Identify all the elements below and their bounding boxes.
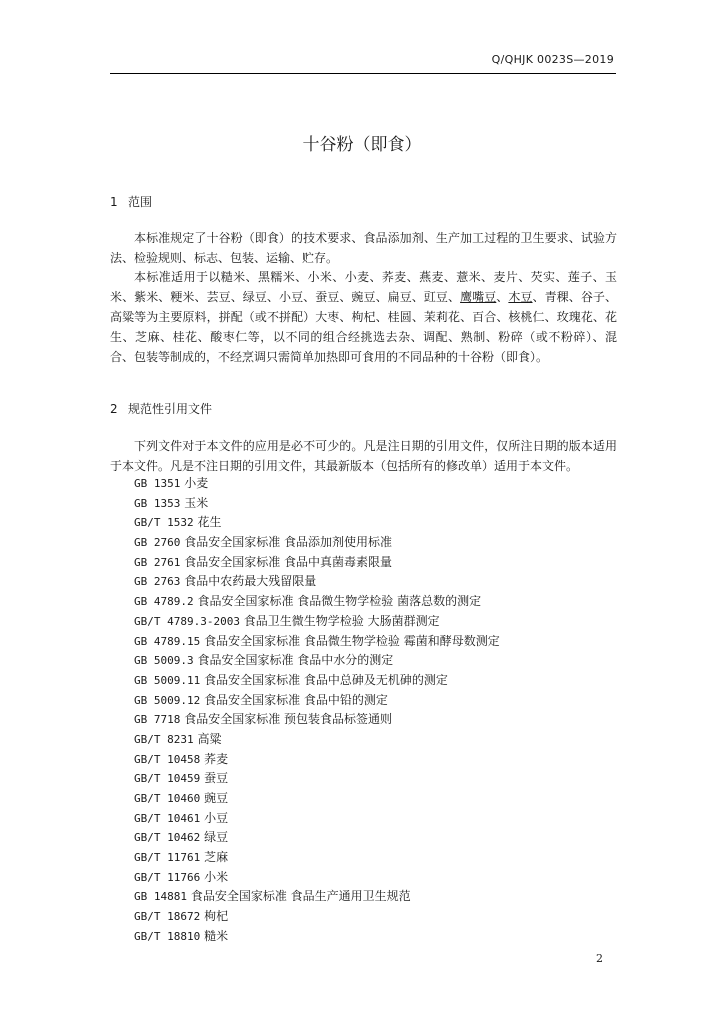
reference-item xyxy=(134,809,500,829)
reference-code: GB 5009.11 xyxy=(134,673,201,687)
reference-code: GB 4789.2 xyxy=(134,595,194,609)
section-1-number: 1 xyxy=(110,195,118,209)
reference-title: 食品安全国家标准 食品微生物学检验 霉菌和酵母数测定 xyxy=(204,633,500,648)
reference-title: 花生 xyxy=(197,515,222,530)
reference-title: 绿豆 xyxy=(204,830,229,845)
reference-item xyxy=(134,710,500,730)
underlined-term-chickpea: 鹰嘴豆 xyxy=(460,290,497,304)
reference-code: GB/T 11761 xyxy=(134,851,201,865)
section-1-title: 范围 xyxy=(128,195,153,209)
reference-item xyxy=(134,789,500,809)
reference-code: GB 1351 xyxy=(134,477,181,490)
reference-item xyxy=(134,907,500,927)
reference-item xyxy=(134,494,500,514)
reference-item xyxy=(134,612,500,632)
section-2-heading xyxy=(110,400,212,417)
reference-item xyxy=(134,868,500,888)
reference-title: 小米 xyxy=(204,869,229,884)
reference-item xyxy=(134,553,500,573)
scope-paragraph-2-part-a: 本标准适用于以糙米、黑糯米、小米、小麦、荞麦、燕麦、薏米、麦片、芡实、莲子、玉米、紫米、粳米、芸豆、绿豆、小豆、蚕豆、豌豆、扁豆、豇豆、 xyxy=(110,270,617,304)
scope-paragraph-2 xyxy=(110,267,617,367)
reference-code: GB/T 10458 xyxy=(134,752,201,766)
reference-code: GB 5009.12 xyxy=(134,693,201,707)
references-intro: 下列文件对于本文件的应用是必不可少的。凡是注日期的引用文件，仅所注日期的版本适用于本文件。凡是不注日期的引用文件，其最新版本（包括所有的修改单）适用于本文件。 xyxy=(110,439,617,473)
reference-code: GB/T 18810 xyxy=(134,929,201,943)
reference-code: GB 5009.3 xyxy=(134,654,194,668)
reference-code: GB/T 10462 xyxy=(134,831,201,845)
reference-code: GB/T 4789.3-2003 xyxy=(134,614,240,628)
reference-title: 荞麦 xyxy=(204,751,229,766)
reference-title: 食品安全国家标准 食品添加剂使用标准 xyxy=(184,535,393,550)
reference-code: GB 7718 xyxy=(134,713,181,727)
reference-code: GB 14881 xyxy=(134,890,187,904)
reference-code: GB 2763 xyxy=(134,575,181,589)
reference-code: GB 4789.15 xyxy=(134,634,201,648)
reference-title: 食品安全国家标准 食品中水分的测定 xyxy=(197,653,394,668)
reference-item xyxy=(134,651,500,671)
document-title: 十谷粉（即食） xyxy=(302,135,422,155)
reference-title: 食品安全国家标准 食品中真菌毒素限量 xyxy=(184,554,393,569)
reference-item xyxy=(134,513,500,533)
reference-item xyxy=(134,691,500,711)
section-1-heading xyxy=(110,193,152,210)
header-rule xyxy=(110,73,616,74)
reference-title: 糙米 xyxy=(204,928,229,943)
reference-code: GB/T 18672 xyxy=(134,910,201,924)
reference-title: 食品安全国家标准 食品中铅的测定 xyxy=(204,692,388,707)
reference-item xyxy=(134,474,500,494)
reference-item xyxy=(134,592,500,612)
reference-title: 食品卫生微生物学检验 大肠菌群测定 xyxy=(243,613,440,628)
reference-code: GB 1353 xyxy=(134,496,181,510)
reference-code: GB/T 1532 xyxy=(134,516,194,530)
standard-code: Q/QHJK 0023S—2019 xyxy=(491,53,614,66)
reference-title: 食品中农药最大残留限量 xyxy=(184,574,317,589)
reference-list xyxy=(134,474,500,947)
scope-paragraph-2-separator: 、 xyxy=(496,290,509,304)
reference-item xyxy=(134,750,500,770)
reference-item xyxy=(134,533,500,553)
reference-code: GB/T 10461 xyxy=(134,811,201,825)
reference-title: 食品安全国家标准 食品生产通用卫生规范 xyxy=(190,889,411,904)
section-2-number: 2 xyxy=(110,402,118,416)
section-2-title: 规范性引用文件 xyxy=(128,402,213,416)
reference-code: GB/T 10459 xyxy=(134,772,201,786)
reference-item xyxy=(134,828,500,848)
reference-item xyxy=(134,887,500,907)
underlined-term-pigeon-pea: 木豆 xyxy=(508,290,533,304)
reference-title: 玉米 xyxy=(184,495,209,510)
reference-title: 食品安全国家标准 食品微生物学检验 菌落总数的测定 xyxy=(197,594,482,609)
reference-item xyxy=(134,927,500,947)
reference-item xyxy=(134,572,500,592)
reference-title: 枸杞 xyxy=(204,909,229,924)
reference-code: GB/T 8231 xyxy=(134,732,194,746)
reference-title: 高粱 xyxy=(197,731,222,746)
reference-item xyxy=(134,769,500,789)
reference-title: 食品安全国家标准 食品中总砷及无机砷的测定 xyxy=(204,672,448,687)
reference-title: 小豆 xyxy=(204,810,229,825)
reference-item xyxy=(134,730,500,750)
reference-code: GB 2761 xyxy=(134,555,181,569)
reference-title: 小麦 xyxy=(184,476,209,490)
reference-code: GB/T 11766 xyxy=(134,870,201,884)
scope-paragraph-2-part-b: 、青稞、谷子、高粱等为主要原料，拼配（或不拼配）大枣、枸杞、桂圆、茉莉花、百合、核桃仁、玫瑰花、花生、芝麻、桂花、酸枣仁等，以不同的组合经挑选去杂、调配、熟制、粉碎（或不粉碎）、混合、包装等制成的，不经烹调只需简单加热即可食用的不同品种的十谷粉（即食）。 xyxy=(110,290,617,364)
reference-title: 芝麻 xyxy=(204,850,229,865)
page-number: 2 xyxy=(596,952,603,965)
reference-code: GB/T 10460 xyxy=(134,792,201,805)
reference-item xyxy=(134,632,500,652)
reference-code: GB 2760 xyxy=(134,536,181,550)
scope-paragraph-1: 本标准规定了十谷粉（即食）的技术要求、食品添加剂、生产加工过程的卫生要求、试验方法、检验规则、标志、包装、运输、贮存。 xyxy=(110,231,617,265)
reference-title: 蚕豆 xyxy=(204,771,229,786)
reference-item xyxy=(134,848,500,868)
reference-title: 豌豆 xyxy=(204,791,229,805)
reference-title: 食品安全国家标准 预包装食品标签通则 xyxy=(184,712,393,727)
reference-item xyxy=(134,671,500,691)
